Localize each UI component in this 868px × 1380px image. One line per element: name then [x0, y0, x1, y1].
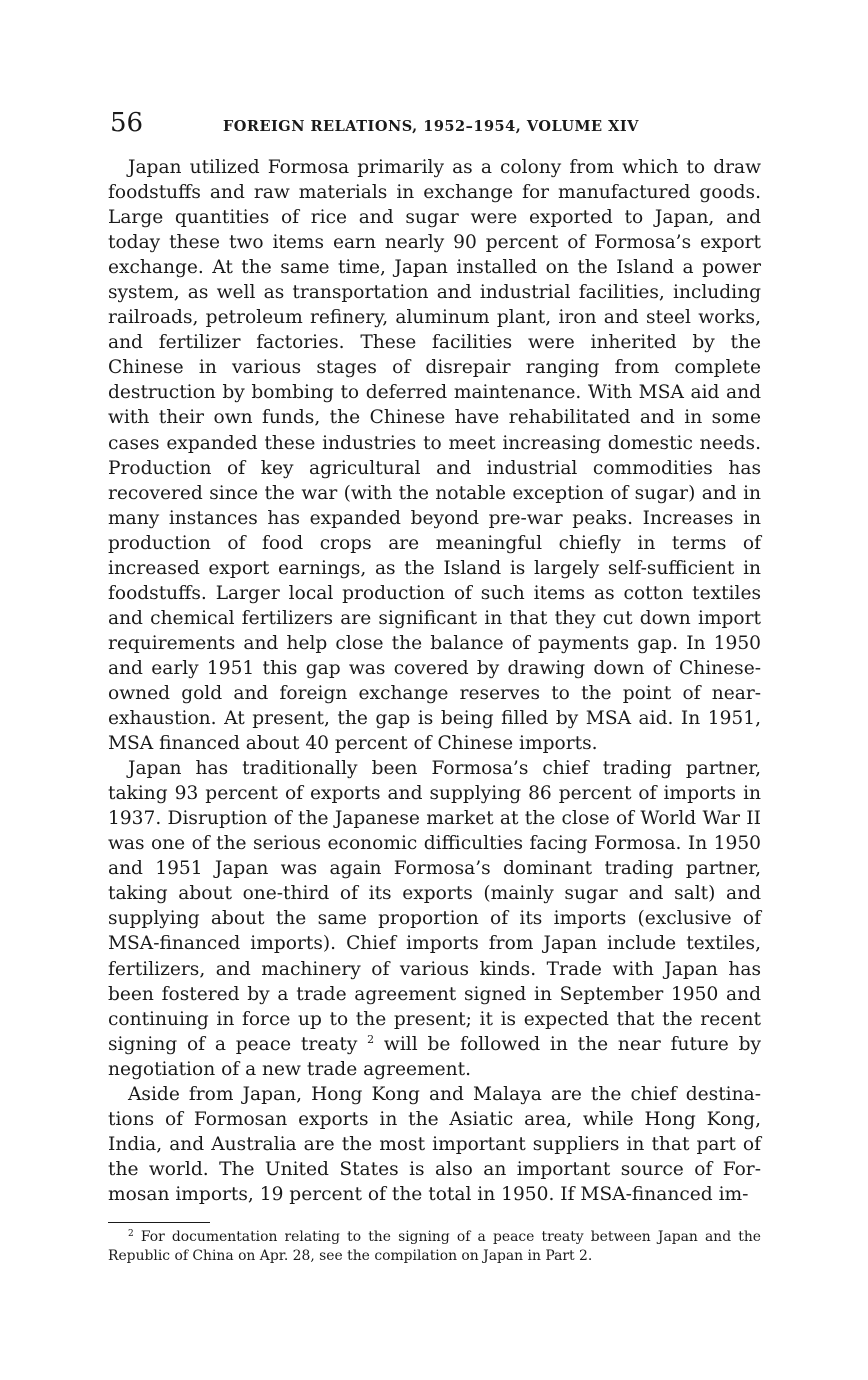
running-head — [108, 108, 761, 142]
running-head-title: FOREIGN RELATIONS, 1952–1954, VOLUME XIV — [223, 118, 639, 135]
footnote — [108, 1228, 761, 1266]
footnote-text: For documentation relating to the signing of a peace treaty between Japan and the Republic of China on Apr. 28, see the compilation on Japan in Part 2. — [108, 1229, 761, 1264]
paragraph-text: will be followed in the near future by negotiation of a new trade agreement. — [108, 1033, 761, 1080]
paragraph-text: Japan has traditionally been Formosa’s chief trading partner, taking 93 percent of exports and supplying 86 percent of imports in 1937. Disruption of the Japanese market at the close of World War II was one of the serious economic difficulties facing Formosa. In 1950 and 1951 Japan was again Formosa’s dominant trading partner, taking about one-third of its exports (mainly sugar and salt) and supplying about the same proportion of its imports (exclusive of MSA-financed imports). Chief imports from Japan include textiles, fertilizers, and machinery of various kinds. Trade with Japan has been fostered by a trade agreement signed in September 1950 and continuing in force up to the present; it is expected that the recent signing of a peace treaty — [108, 758, 761, 1055]
footnote-marker: 2 — [128, 1229, 134, 1239]
paragraph: Aside from Japan, Hong Kong and Malaya are the chief destinations of Formosan exports in the Asiatic area, while Hong Kong, India, and Australia are the most important suppliers in that part of the world. The United States is also an important source of Formosan imports, 19 percent of the total in 1950. If MSA-financed im- — [108, 1083, 761, 1205]
footnote-divider — [108, 1222, 210, 1223]
footnote-reference[interactable]: 2 — [367, 1032, 375, 1046]
paragraph: Japan utilized Formosa primarily as a colony from which to draw foodstuffs and raw materials in exchange for manufactured goods. Large quantities of rice and sugar were exported to Japan, and today these two items earn nearly 90 percent of Formosa’s export exchange. At the same time, Japan installed on the Island a power system, as well as transportation and industrial facilities, including railroads, petroleum refinery, aluminum plant, iron and steel works, and fertilizer factories. These facilities were inherited by the Chinese in various stages of disrepair ranging from complete destruction by bombing to deferred maintenance. With MSA aid and with their own funds, the Chinese have rehabilitated and in some cases expanded these industries to meet increasing domestic needs. Production of key agricultural and industrial commodities has recovered since the war (with the notable exception of sugar) and in many instances has expanded beyond pre-war peaks. Increases in production of food crops are meaningful chiefly in terms of increased export earnings, as the Island is largely self-sufficient in foodstuffs. Larger local production of such items as cotton textiles and chemical fertilizers are significant in that they cut down import requirements and help close the balance of payments gap. In 1950 and early 1951 this gap was covered by drawing down of Chinese-owned gold and foreign exchange reserves to the point of near-exhaustion. At present, the gap is being filled by MSA aid. In 1951, MSA financed about 40 percent of Chinese imports. — [108, 157, 761, 755]
page-number: 56 — [110, 108, 144, 138]
paragraph — [108, 756, 761, 1082]
body-text — [108, 155, 761, 1207]
